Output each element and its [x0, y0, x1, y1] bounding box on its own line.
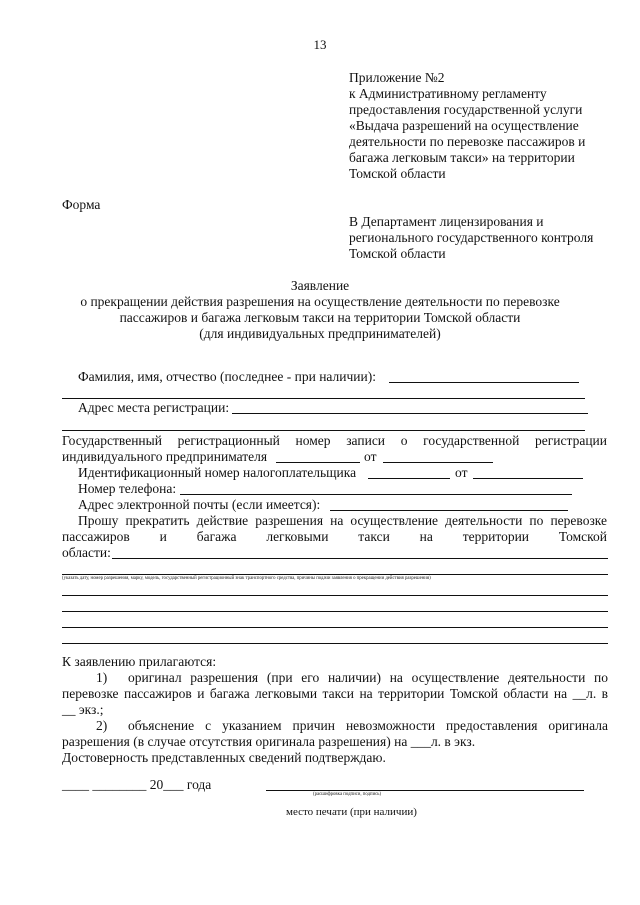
appendix-line: Томской области — [349, 166, 446, 181]
email-label: Адрес электронной почты (если имеется): — [78, 497, 321, 512]
request-word: багажа — [196, 529, 237, 544]
request-details-field-line[interactable] — [62, 627, 608, 628]
full-name-label: Фамилия, имя, отчество (последнее - при наличии): — [78, 369, 376, 384]
document-title — [60, 278, 580, 342]
title-line: пассажиров и багажа легковым такси на территории Томской области — [119, 310, 521, 325]
appendix-line: багажа легковым такси» на территории — [349, 150, 575, 165]
ogrn-from-label: от — [364, 449, 377, 464]
appendix-line: деятельности по перевозке пассажиров и — [349, 134, 586, 149]
request-word: территории — [462, 529, 530, 544]
ogrn-date-field[interactable] — [383, 462, 493, 463]
request-details-field-line[interactable] — [62, 595, 608, 596]
request-region-label: области: — [62, 545, 111, 560]
attachment-2-number: 2) — [96, 718, 108, 733]
request-word: и — [159, 529, 167, 544]
attachment-1-text: перевозке пассажиров и багажа легковыми такси на территории Томской области на __л. в — [62, 686, 608, 701]
request-word: Томской — [558, 529, 607, 544]
ogrn-number-field[interactable] — [276, 462, 360, 463]
confirmation-text: Достоверность представленных сведений подтверждаю. — [62, 750, 386, 765]
inn-from-label: от — [455, 465, 468, 480]
date-field[interactable] — [62, 777, 211, 793]
request-details-field[interactable] — [112, 558, 608, 559]
title-heading: Заявление — [290, 278, 350, 293]
addressee-line: Томской области — [349, 246, 446, 261]
appendix-note — [349, 70, 629, 182]
registration-address-field[interactable] — [232, 413, 588, 414]
request-details-hint: (указать дату, номер разрешения, марку, модель, государственный регистрационный знак транспортного средства, причины подачи заявления о прекращении действия разрешения) — [62, 576, 431, 581]
title-line: о прекращении действия разрешения на осуществление деятельности по перевозке — [80, 294, 560, 309]
inn-label: Идентификационный номер налогоплательщика — [78, 465, 357, 480]
date-suffix: ___ года — [163, 777, 212, 792]
appendix-line: к Административному регламенту — [349, 86, 547, 101]
request-details-field-line[interactable] — [62, 574, 608, 575]
request-details-field-line[interactable] — [62, 643, 608, 644]
request-word: пассажиров — [62, 529, 130, 544]
addressee-line: регионального государственного контроля — [349, 230, 594, 245]
request-word: на — [419, 529, 433, 544]
signature-hint: (расшифровка подписи, подпись) — [313, 792, 382, 797]
addressee-block — [349, 214, 629, 262]
request-word: такси — [358, 529, 390, 544]
request-word: легковыми — [266, 529, 329, 544]
attachment-2-text: объяснение с указанием причин невозможности предоставления оригинала — [128, 718, 608, 733]
attachment-2-text: разрешения (в случае отсутствия оригинала разрешения) на ___л. в экз. — [62, 734, 476, 749]
registration-address-field-continued[interactable] — [62, 430, 585, 431]
request-details-field-line[interactable] — [62, 611, 608, 612]
request-line1: Прошу прекратить действие разрешения на осуществление деятельности по перевозке — [78, 513, 607, 528]
registration-address-label: Адрес места регистрации: — [78, 400, 230, 415]
attachment-1-text: __ экз.; — [62, 702, 104, 717]
phone-label: Номер телефона: — [78, 481, 177, 496]
attachment-1-text: оригинал разрешения (при его наличии) на осуществление деятельности по — [128, 670, 608, 685]
page-number: 13 — [313, 37, 327, 52]
full-name-field-continued[interactable] — [62, 398, 585, 399]
email-field[interactable] — [330, 510, 568, 511]
ogrn-label-line1: Государственный регистрационный номер записи о государственной регистрации — [62, 433, 607, 448]
phone-field[interactable] — [180, 494, 572, 495]
appendix-line: предоставления государственной услуги — [349, 102, 583, 117]
request-line2 — [62, 529, 607, 545]
inn-number-field[interactable] — [368, 478, 450, 479]
ogrn-label: индивидуального предпринимателя — [62, 449, 268, 464]
stamp-place-label: место печати (при наличии) — [286, 806, 417, 818]
attachments-heading: К заявлению прилагаются: — [62, 654, 217, 669]
appendix-line: «Выдача разрешений на осуществление — [349, 118, 579, 133]
signature-field[interactable] — [266, 790, 584, 791]
title-line: (для индивидуальных предпринимателей) — [199, 326, 441, 341]
addressee-line: В Департамент лицензирования и — [349, 214, 544, 229]
date-prefix: ____ ________ 20 — [62, 777, 164, 792]
full-name-field[interactable] — [389, 382, 579, 383]
appendix-line: Приложение №2 — [349, 70, 445, 85]
form-label: Форма — [62, 197, 101, 212]
inn-date-field[interactable] — [473, 478, 583, 479]
attachment-1-number: 1) — [96, 670, 108, 685]
